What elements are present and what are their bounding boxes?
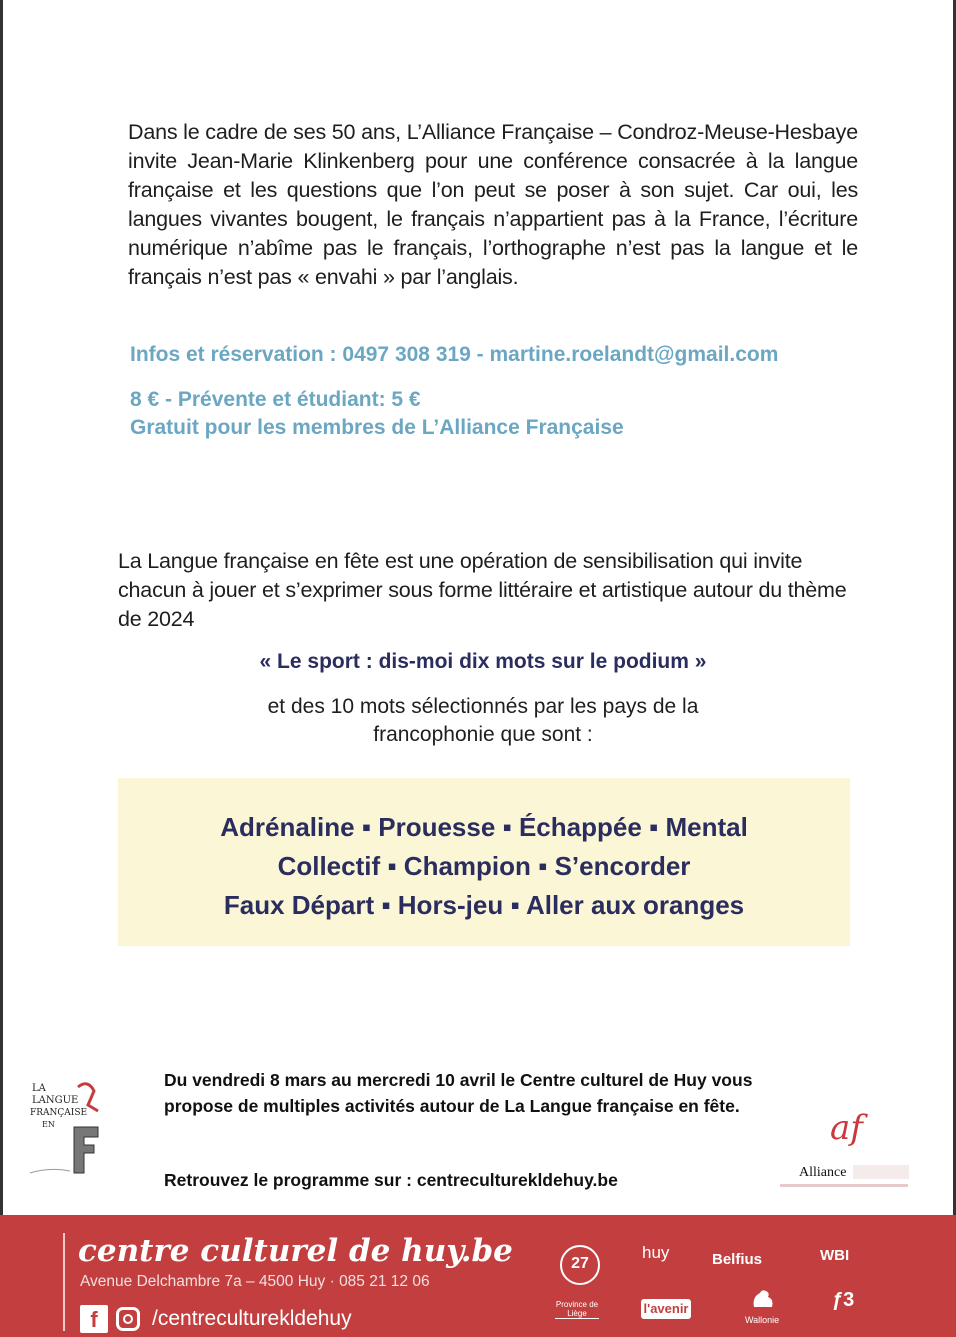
price-block <box>130 386 624 442</box>
logo-text-en: EN <box>42 1120 55 1129</box>
words-intro-line-2: francophonie que sont : <box>373 723 593 746</box>
words-line-1: Adrénaline ▪ Prouesse ▪ Échappée ▪ Mental <box>220 812 748 842</box>
intro-paragraph: Dans le cadre de ses 50 ans, L’Alliance Française – Condroz-Meuse-Hesbaye invite Jean-Marie Klinkenberg pour une conférence consacrée à la langue française et les questions que l’on peut se poser à son sujet. Car oui, les langues vivantes bougent, le français n’appartient pas à la France, l’écriture numérique n’abîme pas le français, l’orthographe n’est pas la langue et le français n’est pas « envahi » par l’anglais. <box>128 120 858 289</box>
wallonie-rooster-icon <box>748 1287 776 1313</box>
logo-text-francaise: FRANÇAISE <box>30 1108 88 1118</box>
price-line: 8 € - Prévente et étudiant: 5 € <box>130 388 421 411</box>
event-description: Du vendredi 8 mars au mercredi 10 avril le Centre culturel de Huy vous propose de multiples activités autour de La Langue française en fête. <box>164 1070 753 1116</box>
footer <box>0 1215 956 1337</box>
af-name: Alliance <box>799 1165 847 1180</box>
af-faded-text <box>853 1165 909 1179</box>
article27-logo: 27 <box>560 1245 600 1285</box>
footer-address: Avenue Delchambre 7a – 4500 Huy · 085 21 12 06 <box>80 1273 430 1290</box>
social-handle[interactable]: /centreculturekldehuy <box>152 1307 352 1330</box>
af-mark-icon: af <box>830 1108 863 1148</box>
theme-title: « Le sport : dis-moi dix mots sur le podium » <box>259 650 707 673</box>
huy-logo: huy <box>642 1243 670 1262</box>
af-underline <box>780 1184 908 1187</box>
alliance-francaise-logo <box>775 1108 915 1188</box>
reservation-info: Infos et réservation : 0497 308 319 - martine.roelandt@gmail.com <box>130 343 779 366</box>
wallonie-logo: Wallonie <box>745 1315 780 1325</box>
words-intro <box>0 693 956 749</box>
province-liege-logo: Province de Liège <box>555 1300 599 1318</box>
programme-link[interactable]: Retrouvez le programme sur : centreculturekldehuy.be <box>164 1170 618 1190</box>
instagram-icon[interactable] <box>116 1307 140 1331</box>
free-members-line: Gratuit pour les membres de L’Alliance Française <box>130 416 624 439</box>
facebook-icon[interactable]: f <box>80 1305 108 1333</box>
logo-text-langue: LANGUE <box>32 1095 79 1106</box>
words-intro-line-1: et des 10 mots sélectionnés par les pays de la <box>267 695 699 718</box>
logo-text-la: LA <box>32 1083 46 1094</box>
words-line-2: Collectif ▪ Champion ▪ S’encorder <box>277 851 691 881</box>
footer-title[interactable]: centre culturel de huy.be <box>78 1233 513 1269</box>
wbi-logo: WBI <box>820 1247 850 1264</box>
langue-francaise-en-fete-logo <box>28 1075 113 1185</box>
ten-words-box <box>118 778 850 946</box>
footer-divider <box>63 1233 65 1331</box>
belfius-logo: Belfius <box>712 1251 763 1268</box>
page-border-left <box>0 0 3 1215</box>
fete-paragraph: La Langue française en fête est une opération de sensibilisation qui invite chacun à jouer et s’exprimer sous forme littéraire et artistique autour du thème de 2024 <box>118 549 847 631</box>
footer-social <box>80 1305 352 1333</box>
fwb-logo-icon: ƒ3 <box>832 1289 855 1311</box>
words-line-3: Faux Départ ▪ Hors-jeu ▪ Aller aux oranges <box>223 890 745 920</box>
lavenir-logo: l'avenir <box>641 1299 691 1319</box>
